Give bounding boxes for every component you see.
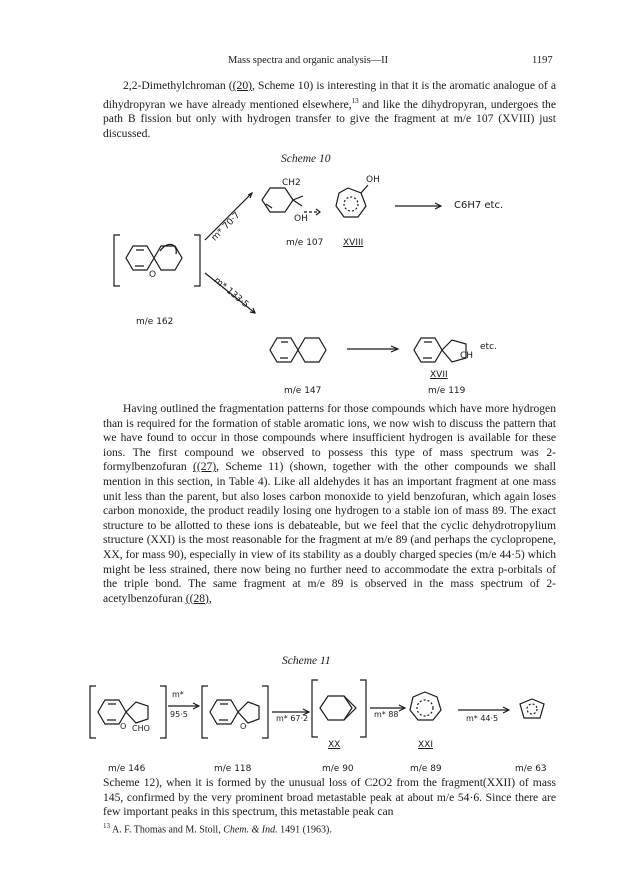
ref-13-sup[interactable]: 13 — [351, 96, 359, 105]
label-m147: m/e 147 — [284, 386, 322, 396]
ion-107-structure — [262, 188, 320, 215]
xviii-ring — [336, 185, 368, 217]
label-ch-plus: CH — [460, 351, 474, 361]
footnote-rest: 1491 (1963). — [277, 824, 332, 836]
label-xxi: XXI — [418, 740, 433, 750]
ion-119-structure — [414, 338, 466, 362]
label-o-118: O — [240, 722, 247, 731]
chroman-structure — [114, 235, 200, 286]
metastable-70: m* 70·7 — [209, 210, 243, 244]
label-xx: XX — [328, 740, 341, 750]
label-m63: m/e 63 — [515, 764, 547, 774]
paragraph-1 — [103, 79, 556, 141]
ion-146-structure — [90, 686, 166, 738]
label-oh-top: OH — [366, 175, 380, 185]
page-number: 1197 — [532, 55, 553, 66]
ion-89-structure — [410, 692, 441, 720]
ref-20[interactable]: (20) — [232, 79, 252, 92]
ref-28[interactable]: ((28) — [185, 591, 209, 605]
running-header-title: Mass spectra and organic analysis—II — [228, 55, 389, 66]
label-xviii: XVIII — [343, 238, 364, 248]
ref-27[interactable]: ((27) — [192, 460, 217, 474]
p1-text-b: , Scheme 10) is interesting in that it is the aromatic analogue of a dihydropyran we have already mentioned elsewhere, — [103, 79, 556, 111]
scheme-11-title: Scheme 11 — [282, 655, 331, 667]
footnote-authors: A. F. Thomas and M. Stoll, — [110, 824, 224, 836]
label-m107: m/e 107 — [286, 238, 324, 248]
p2-text-1: Having outlined the fragmentation patterns for those compounds which have more hydrogen than is required for the formation of stable aromatic ions, we now wish to discuss the pattern that we have found to occur in those compounds where insufficient hydrogen is available for these ions. The first compound we observed to possess this type of mass spectrum was 2-formylbenzofuran — [103, 402, 556, 474]
label-m118: m/e 118 — [214, 764, 252, 774]
metastable-d: m* 44·5 — [466, 714, 499, 723]
label-m90: m/e 90 — [322, 764, 354, 774]
metastable-a2: 95·5 — [170, 710, 188, 719]
metastable-b: m* 67·2 — [276, 714, 309, 723]
label-o-146: O — [120, 722, 127, 731]
ion-118-structure — [202, 686, 268, 738]
scheme-10-title: Scheme 10 — [281, 153, 331, 165]
p1-text-c: and like the dihydropyran, undergoes the path B fission but only with hydrogen transfer to give the fragment at m/e 107 (XVIII) just discussed. — [103, 97, 556, 140]
label-c6h7: C6H7 etc. — [454, 200, 504, 211]
ion-147-structure — [270, 338, 326, 362]
p1-text-a: 2,2-Dimethylchroman ( — [123, 79, 233, 92]
label-xvii: XVII — [430, 370, 448, 380]
label-m89: m/e 89 — [410, 764, 442, 774]
p2-text-3: , — [208, 591, 212, 605]
label-m119: m/e 119 — [428, 386, 466, 396]
label-o-162: O — [149, 270, 157, 280]
label-cho: CHO — [132, 724, 150, 733]
label-oh-plus: OH — [294, 214, 308, 224]
paragraph-3: Scheme 12), when it is formed by the unusual loss of C2O2 from the fragment(XXII) of mass 145, confirmed by the very prominent broad metastable peak at about m/e 54·6. Since there are few important peaks in this spectrum, this metastable peak can — [103, 776, 556, 819]
metastable-133: m* 133·5 — [211, 275, 251, 311]
p2-text-2: , Scheme 11) (shown, together with the other compounds we shall mention in this section, in Table 4). Like all aldehydes it has an important fragment at one mass unit less than the parent, but also loses carbon monoxide to yield benzofuran, which again loses carbon monoxide, the product readily losing one hydrogen to a stable ion of mass 89. The exact structure to be allotted to these ions is debateable, but we feel that the cyclic dehydrotropylium structure (XXI) is the most reasonable for the fragment at m/e 89 (and perhaps the cyclopropene, XX, for mass 90), especially in view of its stability as a doubly charged species (m/e 44·5) which might be less strained, there now being no further need to accommodate the extra p-orbitals of the triple bond. The same fragment at m/e 89 is observed in the mass spectrum of 2-acetylbenzofuran — [103, 460, 556, 605]
label-m146: m/e 146 — [108, 764, 146, 774]
footnote-13 — [103, 822, 332, 835]
ion-63-structure — [520, 699, 544, 718]
footnote-journal: Chem. & Ind. — [223, 824, 278, 836]
metastable-a: m* — [172, 690, 184, 699]
metastable-c: m* 88 — [374, 710, 399, 719]
paragraph-2 — [103, 402, 556, 606]
ion-90-structure — [312, 680, 366, 737]
label-ch2: CH2 — [282, 178, 301, 188]
label-etc: etc. — [480, 342, 497, 352]
footnote-13-sup: 13 — [103, 822, 110, 830]
label-m162: m/e 162 — [136, 317, 174, 327]
